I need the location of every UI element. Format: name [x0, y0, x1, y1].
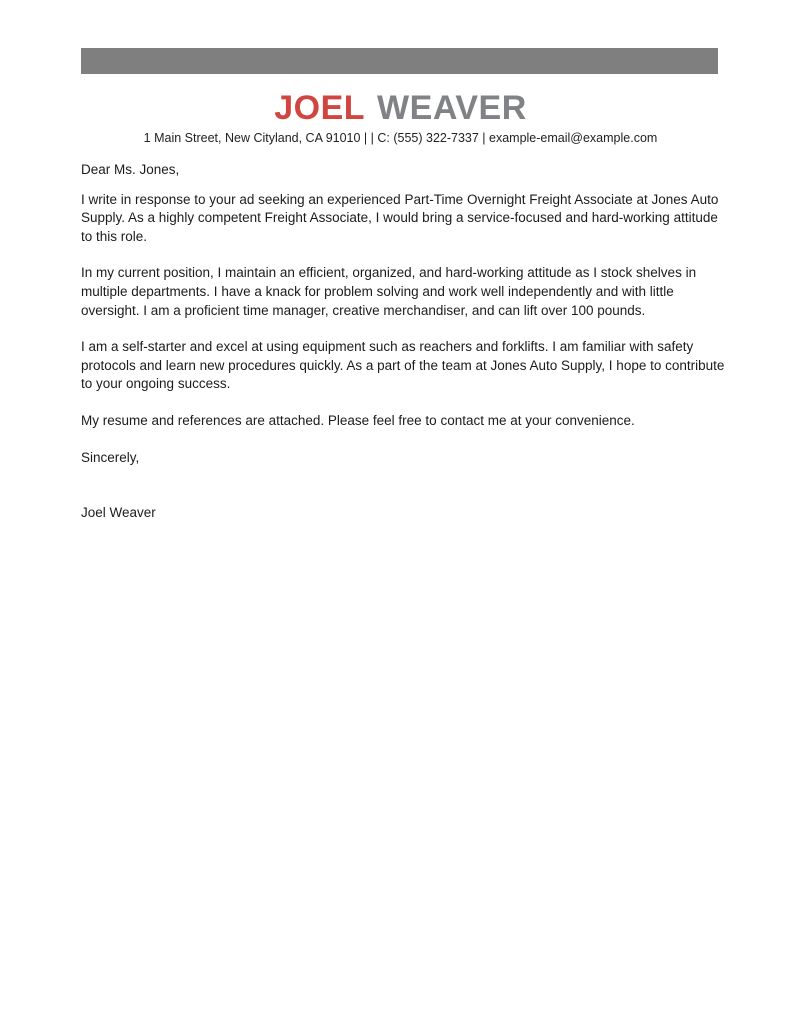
header-bar — [81, 48, 718, 74]
paragraph-resume-attached: My resume and references are attached. Please feel free to contact me at your convenience. — [81, 412, 635, 428]
page-title — [81, 89, 720, 127]
last-name: WEAVER — [377, 89, 527, 127]
contact-info: 1 Main Street, New Cityland, CA 91010 | | C: (555) 322-7337 | example-email@example.com — [143, 131, 658, 145]
signature-name: Joel Weaver — [81, 505, 156, 521]
letter-body — [81, 161, 726, 523]
paragraph-skills: I am a self-starter and excel at using equipment such as reachers and forklifts. I am familiar with safety protocols and learn new procedures quickly. As a part of the team at Jones Auto Supply, I hope to contribute to your ongoing success. — [81, 339, 725, 392]
first-name: JOEL — [274, 89, 366, 127]
paragraph-current-position: In my current position, I maintain an efficient, organized, and hard-working attitude as I stock shelves in multiple departments. I have a knack for problem solving and work well independently and with little oversight. I am a proficient time manager, creative merchandiser, and can lift over 100 pounds. — [81, 265, 697, 318]
closing: Sincerely, — [81, 449, 140, 465]
paragraph-intro: I write in response to your ad seeking an experienced Part-Time Overnight Freight Associate at Jones Auto Supply. As a highly competent Freight Associate, I would bring a service-focused and hard-working attitude to this role. — [81, 191, 719, 244]
salutation: Dear Ms. Jones, — [81, 162, 180, 177]
